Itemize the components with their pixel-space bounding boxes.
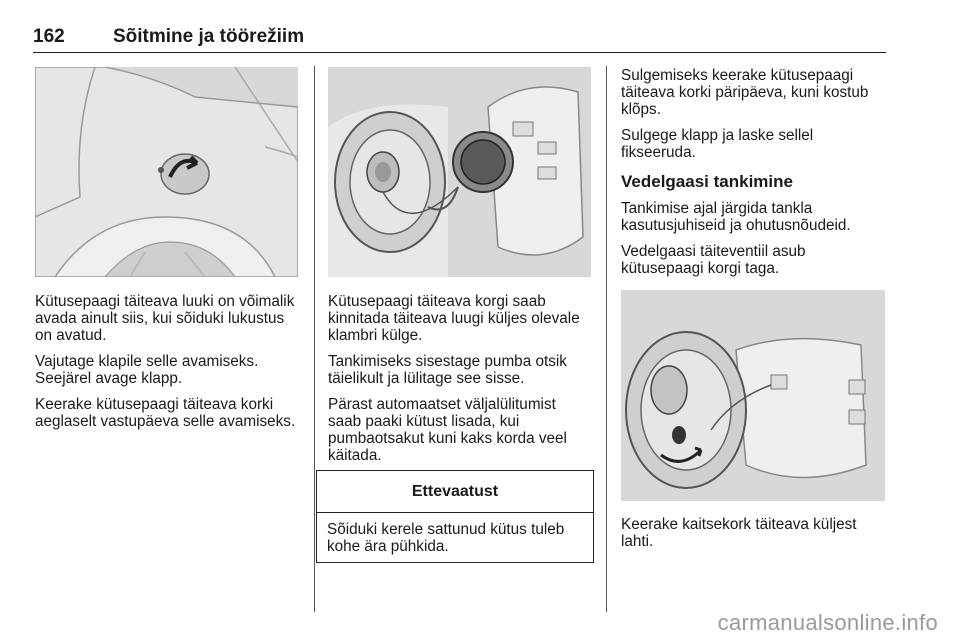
column-divider: [606, 66, 607, 612]
fuel-flap-door-illustration: [35, 67, 298, 277]
paragraph: Keerake kütusepaagi täiteava korki aeglaselt vastupäeva selle avamiseks.: [35, 396, 296, 430]
watermark: carmanualsonline.info: [717, 610, 938, 635]
middle-column-text: [328, 293, 593, 473]
page-number: 162: [33, 26, 65, 47]
section-heading: Vedelgaasi tankimine: [621, 172, 793, 191]
paragraph: Sulgege klapp ja laske sellel fikseeruda.: [621, 127, 814, 161]
paragraph: Vedelgaasi täiteventiil asub kütusepaagi korgi taga.: [621, 243, 806, 277]
paragraph: Sulgemiseks keerake kütusepaagi täiteava korki päripäeva, kuni kostub klõps.: [621, 67, 869, 118]
caution-box: [316, 470, 594, 563]
paragraph: Kütusepaagi täiteava korgi saab kinnitada täiteava luugi küljes olevale klambri külge.: [328, 293, 580, 344]
column-divider: [314, 66, 315, 612]
paragraph: Tankimiseks sisestage pumba otsik täielikult ja lülitage see sisse.: [328, 353, 567, 387]
left-column-text: [35, 293, 300, 439]
paragraph: Kütusepaagi täiteava luuki on võimalik avada ainult siis, kui sõiduki lukustus on avatud.: [35, 293, 295, 344]
paragraph: Pärast automaatset väljalülitumist saab paaki kütust lisada, kui pumbaotsakut kuni kaks korda veel käitada.: [328, 396, 567, 464]
fuel-cap-on-bracket-illustration: [328, 67, 591, 277]
right-column-bottom-text: [621, 516, 889, 559]
right-column-text: [621, 67, 889, 286]
chapter-title: Sõitmine ja töörežiim: [113, 26, 305, 47]
page-header: [33, 26, 886, 53]
paragraph: Vajutage klapile selle avamiseks. Seejärel avage klapp.: [35, 353, 259, 387]
caution-title: Ettevaatust: [317, 471, 593, 513]
caution-text: Sõiduki kerele sattunud kütus tuleb kohe ära pühkida.: [327, 521, 565, 555]
lpg-protective-cap-illustration: [621, 290, 885, 501]
paragraph: Keerake kaitsekork täiteava küljest lahti.: [621, 516, 857, 550]
paragraph: Tankimise ajal järgida tankla kasutusjuhiseid ja ohutusnõudeid.: [621, 200, 851, 234]
